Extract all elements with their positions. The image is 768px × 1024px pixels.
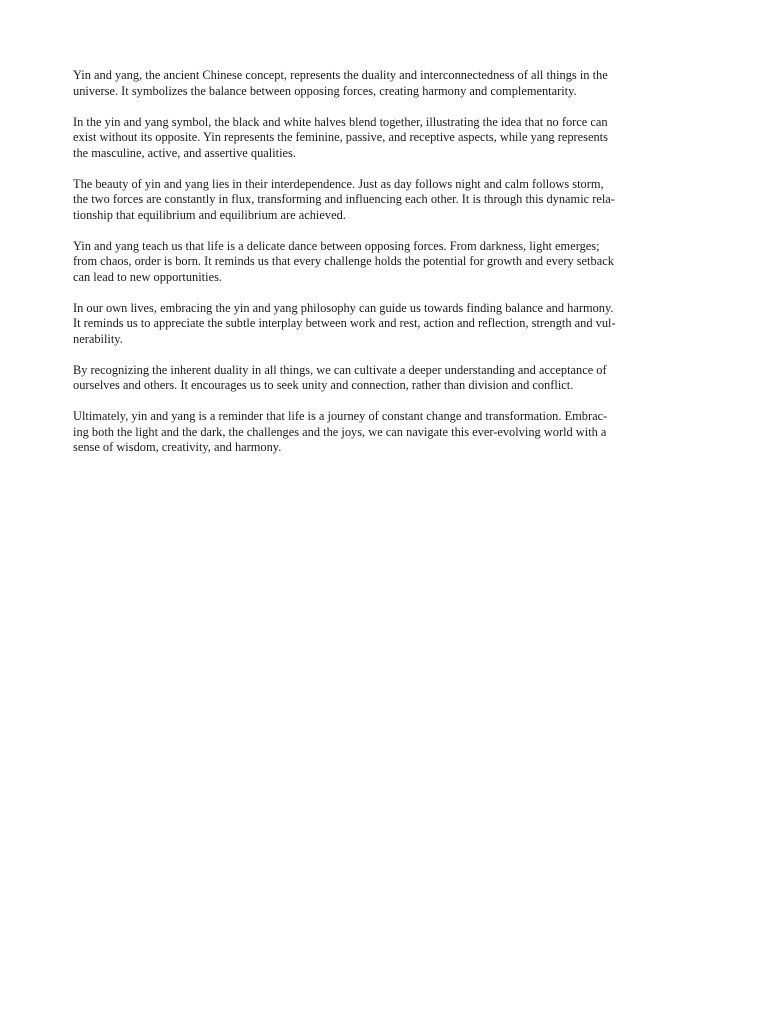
paragraph-1: Yin and yang, the ancient Chinese concept, represents the duality and interconnectedness of all things in the universe. It symbolizes the balance between opposing forces, creating harmony and complementarity. <box>73 68 608 98</box>
document-body <box>73 68 699 471</box>
paragraph-4: Yin and yang teach us that life is a delicate dance between opposing forces. From darkness, light emerges; from chaos, order is born. It reminds us that every challenge holds the potential for growth and every setback can lead to new opportunities. <box>73 238 614 284</box>
paragraph-7: Ultimately, yin and yang is a reminder that life is a journey of constant change and transformation. Embrac- ing both the light and the dark, the challenges and the joys, we can navigate this ever-evolving world with a sense of wisdom, creativity, and harmony. <box>73 409 608 454</box>
paragraph-6: By recognizing the inherent duality in all things, we can cultivate a deeper understanding and acceptance of ourselves and others. It encourages us to seek unity and connection, rather than division and conflict. <box>73 362 607 392</box>
paragraph-3: The beauty of yin and yang lies in their interdependence. Just as day follows night and calm follows storm, the two forces are constantly in flux, transforming and influencing each other. It is through this dynamic rela- tionship that equilibrium and equilibrium are achieved. <box>73 176 615 222</box>
paragraph-2: In the yin and yang symbol, the black and white halves blend together, illustrating the idea that no force can exist without its opposite. Yin represents the feminine, passive, and receptive aspects, while yang represents the masculine, active, and assertive qualities. <box>73 114 608 160</box>
paragraph-5: In our own lives, embracing the yin and yang philosophy can guide us towards finding balance and harmony. It reminds us to appreciate the subtle interplay between work and rest, action and reflection, strength and vul- nerability. <box>73 300 616 346</box>
